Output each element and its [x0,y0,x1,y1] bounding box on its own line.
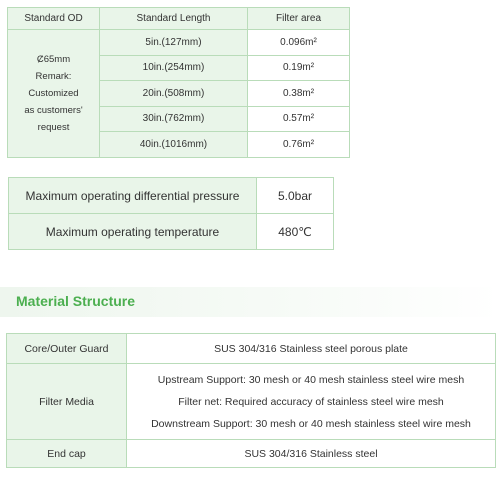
media-line-upstream: Upstream Support: 30 mesh or 40 mesh stainless steel wire mesh [157,373,465,386]
length-cell: 40in.(1016mm) [100,132,248,158]
table-row [9,214,334,250]
sizes-header-row [8,8,350,30]
table-row [9,178,334,214]
table-row [8,30,350,56]
area-cell: 0.19m² [248,55,350,81]
material-table [6,333,496,468]
desc-end-cap: SUS 304/316 Stainless steel [127,440,496,468]
remark-text-2: as customers' [24,104,83,116]
length-cell: 20in.(508mm) [100,81,248,107]
temperature-value: 480℃ [257,214,334,250]
area-cell: 0.38m² [248,81,350,107]
area-cell: 0.096m² [248,30,350,56]
od-value: Ȼ65mm [36,53,71,65]
desc-filter-media [127,364,496,440]
remark-text-1: Customized [28,87,79,99]
length-cell: 10in.(254mm) [100,55,248,81]
length-cell: 5in.(127mm) [100,30,248,56]
od-remark-cell [8,30,100,158]
header-filter-area: Filter area [248,8,350,30]
header-standard-length: Standard Length [100,8,248,30]
pressure-label: Maximum operating differential pressure [9,178,257,214]
section-header [0,287,500,317]
table-row [7,334,496,364]
temperature-label: Maximum operating temperature [9,214,257,250]
length-cell: 30in.(762mm) [100,106,248,132]
remark-label: Remark: [35,70,72,82]
media-line-downstream: Downstream Support: 30 mesh or 40 mesh stainless steel wire mesh [151,417,471,430]
remark-text-3: request [37,121,70,133]
table-row [7,440,496,468]
part-end-cap: End cap [7,440,127,468]
part-filter-media: Filter Media [7,364,127,440]
media-line-filter-net: Filter net: Required accuracy of stainless steel wire mesh [178,395,444,408]
pressure-value: 5.0bar [257,178,334,214]
area-cell: 0.76m² [248,132,350,158]
part-core-outer-guard: Core/Outer Guard [7,334,127,364]
operating-limits-table [8,177,334,250]
header-standard-od: Standard OD [8,8,100,30]
desc-core-outer-guard: SUS 304/316 Stainless steel porous plate [127,334,496,364]
section-title: Material Structure [16,293,136,309]
table-row [7,364,496,440]
sizes-table [7,7,350,158]
area-cell: 0.57m² [248,106,350,132]
